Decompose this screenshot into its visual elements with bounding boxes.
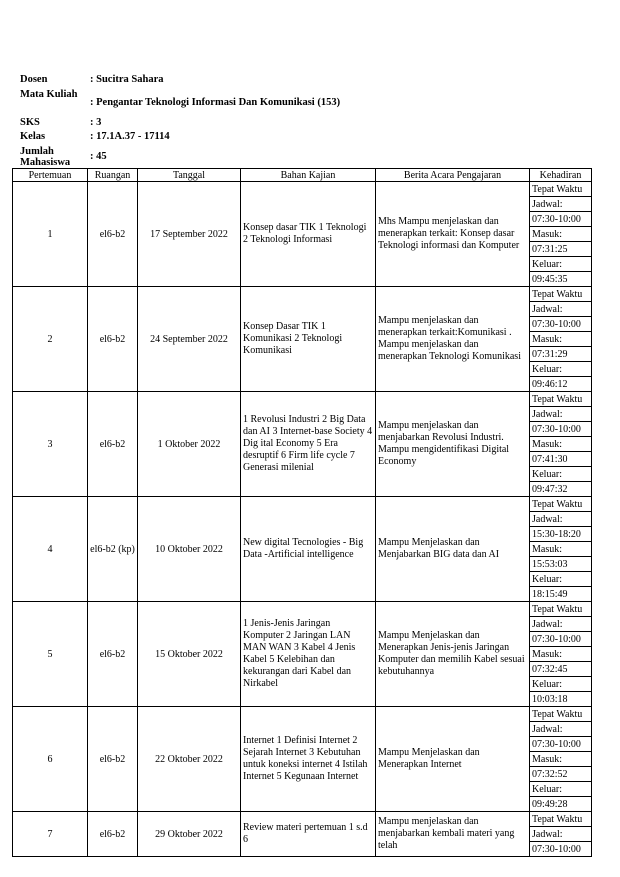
attendance-entry: 18:15:49: [530, 587, 592, 602]
table-row: [13, 707, 592, 722]
date-cell: 10 Oktober 2022: [138, 497, 241, 602]
room-cell: el6-b2: [88, 602, 138, 707]
date-cell: 1 Oktober 2022: [138, 392, 241, 497]
attendance-entry: Jadwal:: [530, 302, 592, 317]
column-header-pertemuan: Pertemuan: [13, 169, 88, 182]
attendance-entry: Jadwal:: [530, 512, 592, 527]
column-header-kehadiran: Kehadiran: [530, 169, 592, 182]
info-row-sks: [20, 117, 580, 131]
berita-acara-cell: Mhs Mampu menjelaskan dan menerapkan terkait: Konsep dasar Teknologi informasi dan Komputer: [376, 182, 530, 287]
attendance-entry: 09:45:35: [530, 272, 592, 287]
attendance-entry: Keluar:: [530, 257, 592, 272]
room-cell: el6-b2: [88, 707, 138, 812]
info-value-mata-kuliah: : Pengantar Teknologi Informasi Dan Komunikasi (153): [90, 97, 341, 108]
attendance-entry: Jadwal:: [530, 617, 592, 632]
info-value-sks: : 3: [90, 117, 102, 128]
attendance-entry: 15:30-18:20: [530, 527, 592, 542]
bahan-kajian-cell: New digital Tecnologies - Big Data -Artificial intelligence: [241, 497, 376, 602]
table-row: [13, 812, 592, 827]
meeting-number: 6: [13, 707, 88, 812]
date-cell: 29 Oktober 2022: [138, 812, 241, 857]
attendance-entry: Tepat Waktu: [530, 287, 592, 302]
berita-acara-cell: Mampu menjelaskan dan menjabarkan kembali materi yang telah: [376, 812, 530, 857]
column-header-ruangan: Ruangan: [88, 169, 138, 182]
course-info: [20, 74, 580, 170]
berita-acara-cell: Mampu menjelaskan dan menerapkan terkait:Komunikasi . Mampu menjelaskan dan menerapkan Teknologi Komunikasi: [376, 287, 530, 392]
info-label-dosen: Dosen: [20, 74, 48, 85]
attendance-entry: 07:32:45: [530, 662, 592, 677]
attendance-table: [12, 168, 592, 857]
attendance-entry: Jadwal:: [530, 722, 592, 737]
attendance-entry: Jadwal:: [530, 197, 592, 212]
date-cell: 24 September 2022: [138, 287, 241, 392]
meeting-number: 5: [13, 602, 88, 707]
info-value-dosen: : Sucitra Sahara: [90, 74, 164, 85]
berita-acara-cell: Mampu Menjelaskan dan Menerapkan Internet: [376, 707, 530, 812]
table-row: [13, 392, 592, 407]
berita-acara-cell: Mampu menjelaskan dan menjabarkan Revolusi Industri. Mampu mengidentifikasi Digital Economy: [376, 392, 530, 497]
attendance-entry: 10:03:18: [530, 692, 592, 707]
table-row: [13, 182, 592, 197]
attendance-entry: Keluar:: [530, 677, 592, 692]
berita-acara-cell: Mampu Menjelaskan dan Menjabarkan BIG data dan AI: [376, 497, 530, 602]
meeting-number: 2: [13, 287, 88, 392]
attendance-entry: Masuk:: [530, 227, 592, 242]
info-label-jumlah-mahasiswa: Jumlah Mahasiswa: [20, 146, 71, 168]
attendance-entry: 07:31:29: [530, 347, 592, 362]
berita-acara-cell: Mampu Menjelaskan dan Menerapkan Jenis-jenis Jaringan Komputer dan memilih Kabel sesuai kebutuhannya: [376, 602, 530, 707]
attendance-entry: Masuk:: [530, 542, 592, 557]
room-cell: el6-b2: [88, 287, 138, 392]
meeting-number: 1: [13, 182, 88, 287]
column-header-bahan-kajian: Bahan Kajian: [241, 169, 376, 182]
column-header-tanggal: Tanggal: [138, 169, 241, 182]
attendance-entry: 07:41:30: [530, 452, 592, 467]
attendance-entry: 07:30-10:00: [530, 212, 592, 227]
room-cell: el6-b2: [88, 392, 138, 497]
bahan-kajian-cell: 1 Jenis-Jenis Jaringan Komputer 2 Jaringan LAN MAN WAN 3 Kabel 4 Jenis Kabel 5 Kelebihan dan kekurangan dari Kabel dan Nirkabel: [241, 602, 376, 707]
table-header-row: [13, 169, 592, 182]
meeting-number: 7: [13, 812, 88, 857]
room-cell: el6-b2: [88, 812, 138, 857]
attendance-entry: Tepat Waktu: [530, 707, 592, 722]
table-row: [13, 497, 592, 512]
info-value-kelas: : 17.1A.37 - 17114: [90, 131, 170, 142]
attendance-entry: Tepat Waktu: [530, 392, 592, 407]
info-row-kelas: [20, 131, 580, 146]
attendance-entry: Jadwal:: [530, 827, 592, 842]
info-row-jumlah-mahasiswa: [20, 146, 580, 170]
attendance-entry: 09:49:28: [530, 797, 592, 812]
attendance-entry: 09:47:32: [530, 482, 592, 497]
bahan-kajian-cell: Internet 1 Definisi Internet 2 Sejarah Internet 3 Kebutuhan untuk koneksi internet 4 Istilah Internet 5 Kegunaan Internet: [241, 707, 376, 812]
attendance-entry: Masuk:: [530, 647, 592, 662]
table-row: [13, 287, 592, 302]
attendance-entry: Jadwal:: [530, 407, 592, 422]
info-value-jumlah-mahasiswa: : 45: [90, 151, 107, 162]
column-header-berita-acara: Berita Acara Pengajaran: [376, 169, 530, 182]
attendance-entry: 07:32:52: [530, 767, 592, 782]
table-body: [13, 182, 592, 857]
attendance-entry: Keluar:: [530, 467, 592, 482]
attendance-entry: 07:30-10:00: [530, 317, 592, 332]
date-cell: 15 Oktober 2022: [138, 602, 241, 707]
date-cell: 17 September 2022: [138, 182, 241, 287]
attendance-entry: 07:30-10:00: [530, 632, 592, 647]
bahan-kajian-cell: Review materi pertemuan 1 s.d 6: [241, 812, 376, 857]
info-row-dosen: [20, 74, 580, 89]
attendance-entry: 07:30-10:00: [530, 737, 592, 752]
attendance-entry: Tepat Waktu: [530, 182, 592, 197]
info-label-sks: SKS: [20, 117, 40, 128]
attendance-entry: Masuk:: [530, 752, 592, 767]
attendance-entry: Keluar:: [530, 362, 592, 377]
info-label-mata-kuliah: Mata Kuliah: [20, 89, 78, 100]
date-cell: 22 Oktober 2022: [138, 707, 241, 812]
attendance-entry: 07:30-10:00: [530, 842, 592, 857]
table-row: [13, 602, 592, 617]
attendance-entry: Tepat Waktu: [530, 602, 592, 617]
bahan-kajian-cell: Konsep Dasar TIK 1 Komunikasi 2 Teknologi Komunikasi: [241, 287, 376, 392]
attendance-entry: Keluar:: [530, 782, 592, 797]
room-cell: el6-b2 (kp): [88, 497, 138, 602]
room-cell: el6-b2: [88, 182, 138, 287]
bahan-kajian-cell: 1 Revolusi Industri 2 Big Data dan AI 3 Internet-base Society 4 Dig ital Economy 5 Era desruptif 6 Firm life cycle 7 Generasi milenial: [241, 392, 376, 497]
attendance-entry: Tepat Waktu: [530, 812, 592, 827]
meeting-number: 3: [13, 392, 88, 497]
attendance-entry: 15:53:03: [530, 557, 592, 572]
info-row-mata-kuliah: [20, 89, 580, 117]
attendance-entry: 09:46:12: [530, 377, 592, 392]
attendance-entry: Masuk:: [530, 332, 592, 347]
attendance-entry: Masuk:: [530, 437, 592, 452]
attendance-entry: Keluar:: [530, 572, 592, 587]
attendance-entry: Tepat Waktu: [530, 497, 592, 512]
meeting-number: 4: [13, 497, 88, 602]
bahan-kajian-cell: Konsep dasar TIK 1 Teknologi 2 Teknologi Informasi: [241, 182, 376, 287]
info-label-kelas: Kelas: [20, 131, 46, 142]
attendance-entry: 07:30-10:00: [530, 422, 592, 437]
attendance-entry: 07:31:25: [530, 242, 592, 257]
